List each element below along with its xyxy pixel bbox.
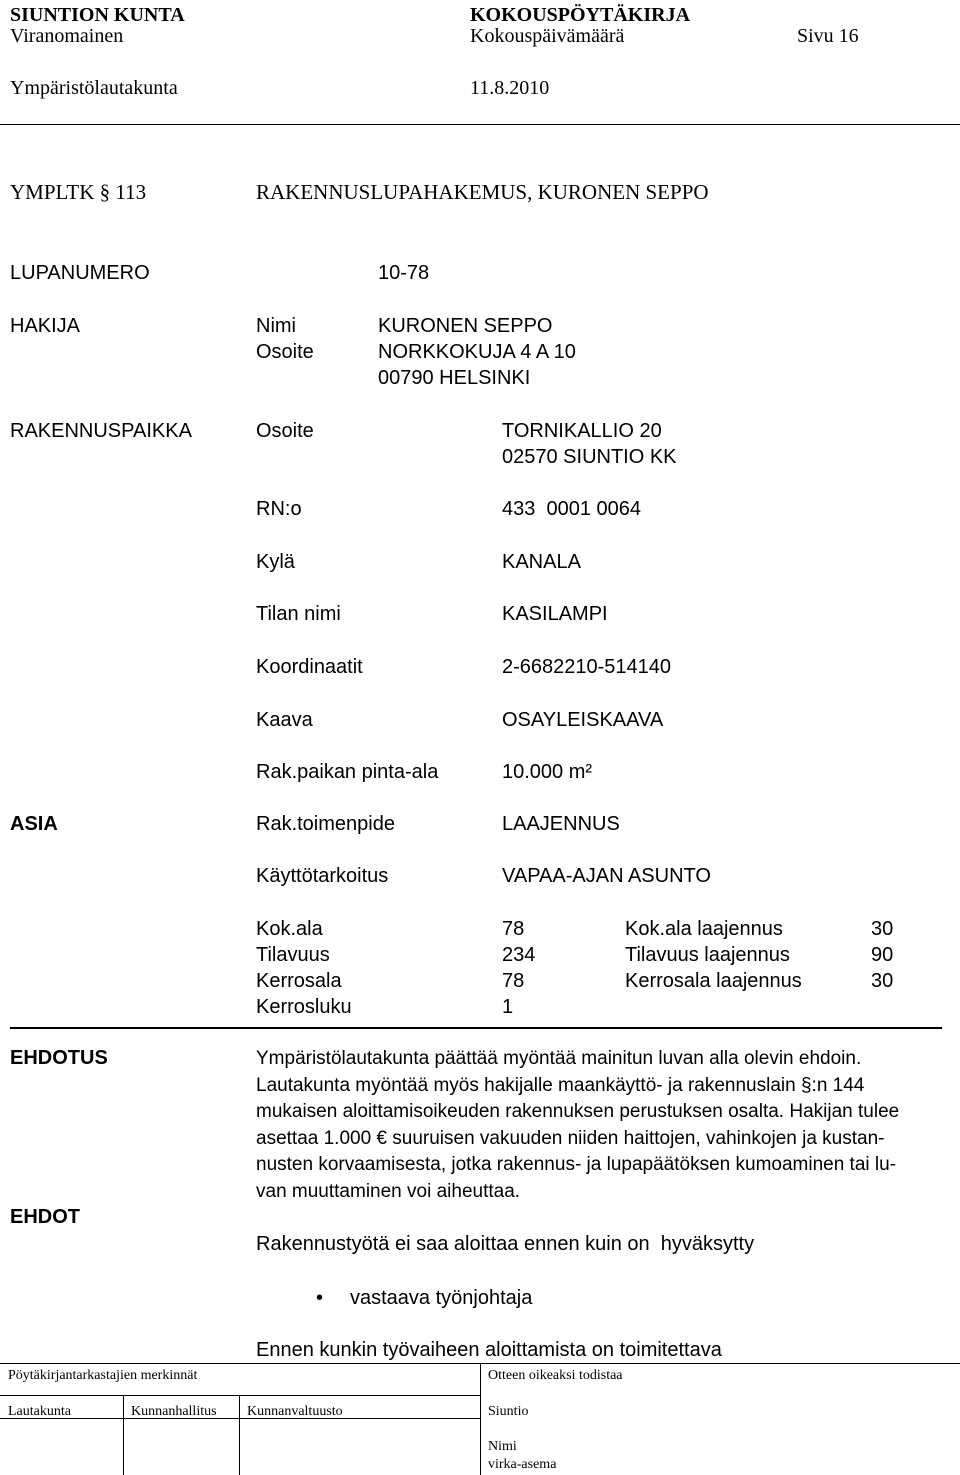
metric-label: Kerrosala <box>256 970 342 992</box>
zoning-plan-label: Kaava <box>256 709 313 731</box>
applicant-address-line2: 00790 HELSINKI <box>378 367 531 389</box>
signer-name-label: Nimi <box>488 1439 517 1454</box>
village-value: KANALA <box>502 551 581 573</box>
permit-number-label: LUPANUMERO <box>10 262 150 284</box>
proposal-line: nusten korvaamisesta, jotka rakennus- ja lupapäätöksen kumoaminen tai lu- <box>256 1154 897 1175</box>
permit-number: 10-78 <box>378 262 430 284</box>
site-area-value: 10.000 m² <box>502 761 593 783</box>
municipal-government-label: Kunnanhallitus <box>131 1404 217 1419</box>
conditions-label: EHDOT <box>10 1206 80 1228</box>
footer-row-divider <box>0 1395 480 1396</box>
site-area-label: Rak.paikan pinta-ala <box>256 761 439 783</box>
metric-extension-value: 30 <box>871 918 894 940</box>
metric-extension-label: Kerrosala laajennus <box>625 970 802 992</box>
footer-row-divider <box>0 1418 480 1419</box>
metric-value: 78 <box>502 970 525 992</box>
metric-extension-value: 90 <box>871 944 894 966</box>
zoning-plan-value: OSAYLEISKAAVA <box>502 709 664 731</box>
board-label: Lautakunta <box>8 1404 71 1419</box>
document-type: KOKOUSPÖYTÄKIRJA <box>470 4 691 26</box>
authority-label: Viranomainen <box>10 25 124 47</box>
metric-label: Tilavuus <box>256 944 330 966</box>
site-address-line2: 02570 SIUNTIO KK <box>502 446 677 468</box>
authority-name: Ympäristölautakunta <box>10 77 178 99</box>
estate-value: KASILAMPI <box>502 603 608 625</box>
meeting-date-label: Kokouspäivämäärä <box>470 25 625 47</box>
metric-extension-value: 30 <box>871 970 894 992</box>
conditions-intro: Rakennustyötä ei saa aloittaa ennen kuin on hyväksytty <box>256 1233 755 1255</box>
applicant-name-label: Nimi <box>256 315 296 337</box>
use-value: VAPAA-AJAN ASUNTO <box>502 865 711 887</box>
action-label: Rak.toimenpide <box>256 813 395 835</box>
metric-value: 234 <box>502 944 536 966</box>
coordinates-value: 2-6682210-514140 <box>502 656 672 678</box>
estate-label: Tilan nimi <box>256 603 341 625</box>
certified-copy-label: Otteen oikeaksi todistaa <box>488 1368 623 1383</box>
place-label: Siuntio <box>488 1404 529 1419</box>
coordinates-label: Koordinaatit <box>256 656 363 678</box>
applicant-label: HAKIJA <box>10 315 81 337</box>
proposal-label: EHDOTUS <box>10 1047 108 1069</box>
metric-extension-label: Kok.ala laajennus <box>625 918 783 940</box>
footer-center-divider <box>480 1363 481 1475</box>
footer-column-divider <box>239 1395 240 1475</box>
metric-value: 78 <box>502 918 525 940</box>
proposal-line: van muuttaminen voi aiheuttaa. <box>256 1180 521 1202</box>
applicant-address-label: Osoite <box>256 341 314 363</box>
header-divider <box>0 124 960 125</box>
page-number: Sivu 16 <box>797 25 859 47</box>
village-label: Kylä <box>256 551 295 573</box>
site-address-label: Osoite <box>256 420 314 442</box>
municipal-council-label: Kunnanvaltuusto <box>247 1404 343 1419</box>
conditions-next: Ennen kunkin työvaiheen aloittamista on toimitettava <box>256 1339 722 1361</box>
metric-value: 1 <box>502 996 514 1018</box>
signer-position-label: virka-asema <box>488 1457 557 1472</box>
municipality-name: SIUNTION KUNTA <box>10 4 185 26</box>
item-code: YMPLTK § 113 <box>10 180 147 204</box>
use-label: Käyttötarkoitus <box>256 865 389 887</box>
proposal-text <box>256 1046 899 1205</box>
proposal-line: Ympäristölautakunta päättää myöntää mainitun luvan alla olevin ehdoin. <box>256 1048 862 1069</box>
applicant-address-line1: NORKKOKUJA 4 A 10 <box>378 341 576 363</box>
site-label: RAKENNUSPAIKKA <box>10 420 192 442</box>
rn-label: RN:o <box>256 498 302 520</box>
checkers-notes-label: Pöytäkirjantarkastajien merkinnät <box>8 1368 198 1383</box>
proposal-line: Lautakunta myöntää myös hakijalle maankäyttö- ja rakennuslain §:n 144 <box>256 1074 865 1096</box>
conditions-bullet-item: vastaava työnjohtaja <box>350 1287 533 1309</box>
metric-label: Kok.ala <box>256 918 323 940</box>
proposal-line: asettaa 1.000 € suuruisen vakuuden niiden haittojen, vahinkojen ja kustan- <box>256 1127 885 1149</box>
footer-column-divider <box>123 1395 124 1475</box>
metric-extension-label: Tilavuus laajennus <box>625 944 790 966</box>
meeting-date: 11.8.2010 <box>470 77 550 99</box>
bullet-dot: • <box>316 1287 324 1309</box>
rn-value: 433 0001 0064 <box>502 498 642 520</box>
action-value: LAAJENNUS <box>502 813 620 835</box>
section-divider <box>10 1027 942 1029</box>
site-address-line1: TORNIKALLIO 20 <box>502 420 662 442</box>
matter-label: ASIA <box>10 813 58 835</box>
proposal-line: mukaisen aloittamisoikeuden rakennuksen perustuksen osalta. Hakijan tulee <box>256 1101 900 1122</box>
metric-label: Kerrosluku <box>256 996 352 1018</box>
applicant-name: KURONEN SEPPO <box>378 315 553 337</box>
item-title: RAKENNUSLUPAHAKEMUS, KURONEN SEPPO <box>256 180 709 204</box>
